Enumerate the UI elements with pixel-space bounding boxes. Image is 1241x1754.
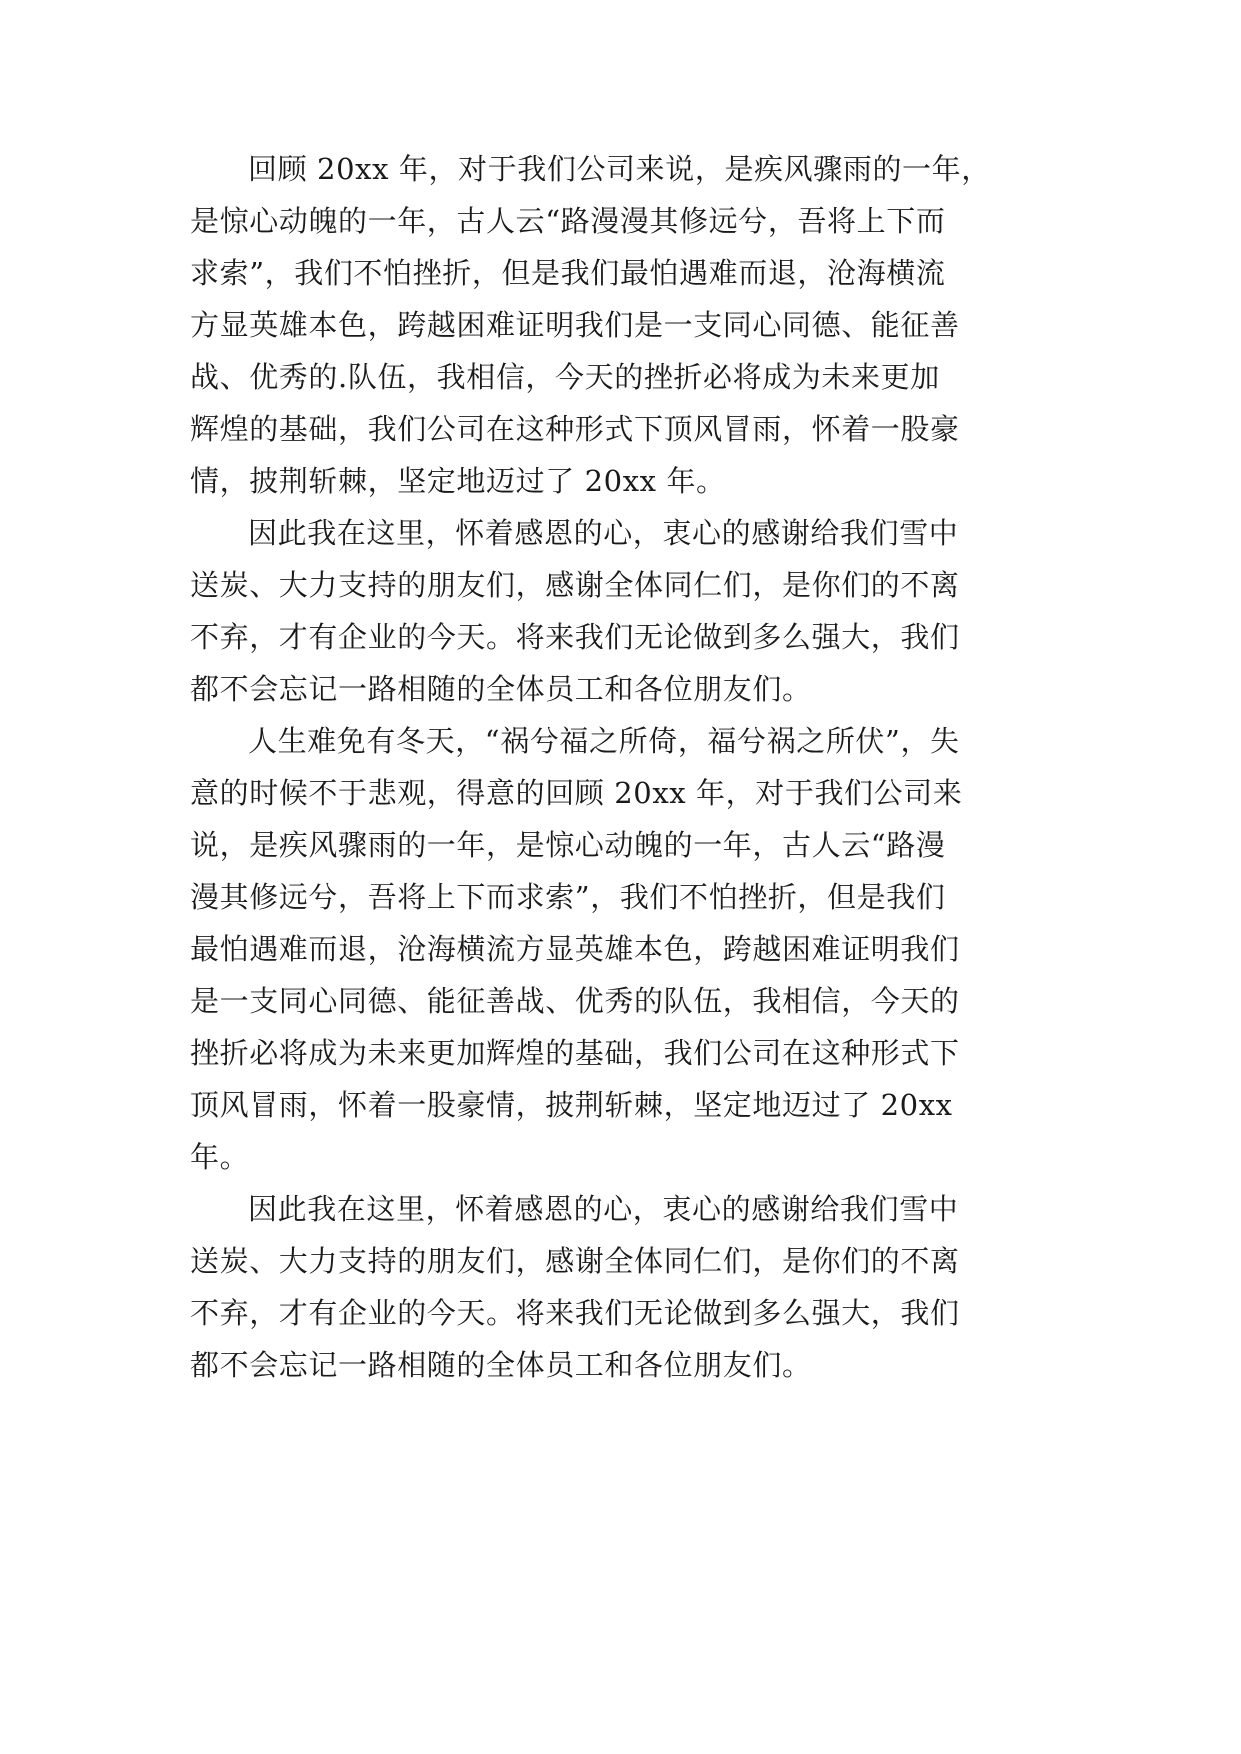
paragraph-3-line-2: 意的时候不于悲观，得意的回顾 20xx 年，对于我们公司来 bbox=[190, 776, 963, 810]
paragraph-2-line-1: 因此我在这里，怀着感恩的心，衷心的感谢给我们雪中 bbox=[248, 516, 959, 550]
paragraph-4-line-1: 因此我在这里，怀着感恩的心，衷心的感谢给我们雪中 bbox=[248, 1192, 959, 1226]
paragraph-2-line-4: 都不会忘记一路相随的全体员工和各位朋友们。 bbox=[190, 672, 812, 706]
paragraph-3-line-9: 年。 bbox=[190, 1140, 250, 1174]
paragraph-3-line-3: 说，是疾风骤雨的一年，是惊心动魄的一年，古人云“路漫 bbox=[190, 828, 946, 862]
paragraph-1-line-4: 方显英雄本色，跨越困难证明我们是一支同心同德、能征善 bbox=[190, 308, 960, 342]
paragraph-3-line-4: 漫其修远兮，吾将上下而求索”，我们不怕挫折，但是我们 bbox=[190, 880, 946, 914]
paragraph-1-line-7: 情，披荆斩棘，坚定地迈过了 20xx 年。 bbox=[190, 464, 726, 498]
paragraph-2-line-3: 不弃，才有企业的今天。将来我们无论做到多么强大，我们 bbox=[190, 620, 960, 654]
paragraph-3-line-7: 挫折必将成为未来更加辉煌的基础，我们公司在这种形式下 bbox=[190, 1036, 960, 1070]
paragraph-1-line-6: 辉煌的基础，我们公司在这种形式下顶风冒雨，怀着一股豪 bbox=[190, 412, 960, 446]
paragraph-1-line-1: 回顾 20xx 年，对于我们公司来说，是疾风骤雨的一年， bbox=[248, 152, 991, 186]
paragraph-1-line-3: 求索”，我们不怕挫折，但是我们最怕遇难而退，沧海横流 bbox=[190, 256, 946, 290]
paragraph-3-line-6: 是一支同心同德、能征善战、优秀的队伍，我相信，今天的 bbox=[190, 984, 960, 1018]
paragraph-2-line-2: 送炭、大力支持的朋友们，感谢全体同仁们，是你们的不离 bbox=[190, 568, 960, 602]
paragraph-3-line-5: 最怕遇难而退，沧海横流方显英雄本色，跨越困难证明我们 bbox=[190, 932, 960, 966]
paragraph-1-line-2: 是惊心动魄的一年，古人云“路漫漫其修远兮，吾将上下而 bbox=[190, 204, 946, 238]
paragraph-3-line-1: 人生难免有冬天，“祸兮福之所倚，福兮祸之所伏”，失 bbox=[248, 724, 960, 758]
paragraph-4-line-2: 送炭、大力支持的朋友们，感谢全体同仁们，是你们的不离 bbox=[190, 1244, 960, 1278]
paragraph-4-line-3: 不弃，才有企业的今天。将来我们无论做到多么强大，我们 bbox=[190, 1296, 960, 1330]
paragraph-3-line-8: 顶风冒雨，怀着一股豪情，披荆斩棘，坚定地迈过了 20xx bbox=[190, 1088, 953, 1122]
paragraph-4-line-4: 都不会忘记一路相随的全体员工和各位朋友们。 bbox=[190, 1348, 812, 1382]
paragraph-1-line-5: 战、优秀的.队伍，我相信，今天的挫折必将成为未来更加 bbox=[190, 360, 940, 394]
